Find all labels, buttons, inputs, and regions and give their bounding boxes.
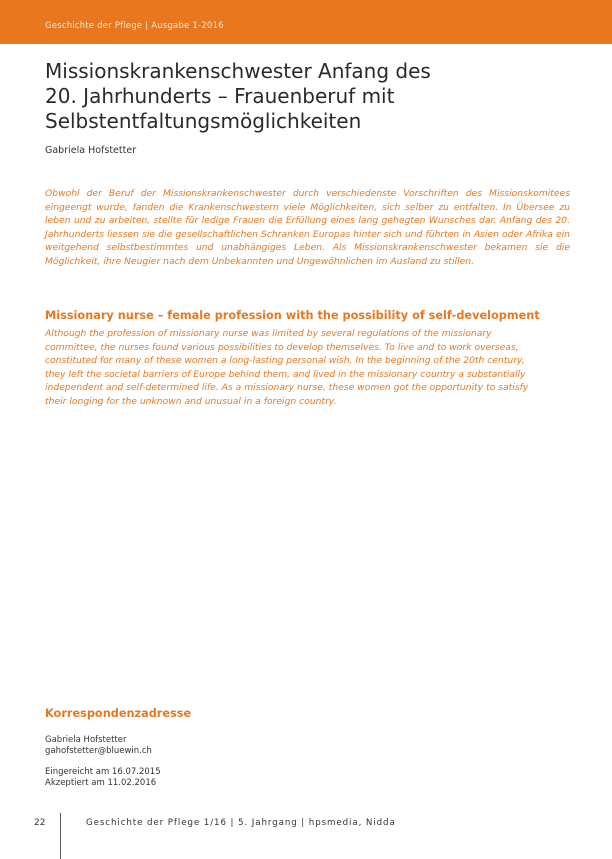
header-bar [0, 0, 612, 44]
running-title: Geschichte der Pflege | Ausgabe 1-2016 [45, 21, 224, 31]
title-line: Missionskrankenschwester Anfang des [45, 59, 431, 83]
footer-divider [60, 813, 61, 859]
correspondence-block [45, 735, 161, 789]
correspondence-name: Gabriela Hofstetter [45, 735, 127, 745]
footer-text: Geschichte der Pflege 1/16 | 5. Jahrgang | hpsmedia, Nidda [86, 818, 396, 828]
title-line: 20. Jahrhunderts – Frauenberuf mit [45, 84, 395, 108]
title-line: Selbstentfaltungsmöglichkeiten [45, 109, 362, 133]
accepted-date: Akzeptiert am 11.02.2016 [45, 778, 157, 788]
author-name: Gabriela Hofstetter [45, 145, 137, 156]
abstract-german: Obwohl der Beruf der Missionskrankenschwester durch verschiedenste Vorschriften des Missionskomitees eingeengt wurde, fanden die Krankenschwestern viele Möglichkeiten, sich selber zu entfalten. In Übersee zu leben und zu arbeiten, stellte für ledige Frauen die Erfüllung eines lang gehegten Wunsches dar. Anfang des 20. Jahrhunderts liessen sie die gesellschaftlichen Schranken Europas hinter sich und führten in Asien oder Afrika ein weitgehend selbstbestimmtes und unabhängiges Leben. Als Missionskrankenschwester bekamen sie die Möglichkeit, ihre Neugier nach dem Unbekannten und Ungewöhnlichen im Ausland zu stillen. [45, 188, 570, 267]
article-title [45, 59, 575, 134]
correspondence-heading: Korrespondenzadresse [45, 707, 192, 720]
submitted-date: Eingereicht am 16.07.2015 [45, 767, 161, 777]
page-number: 22 [34, 818, 46, 828]
correspondence-email: gahofstetter@bluewin.ch [45, 746, 152, 756]
english-title-heading: Missionary nurse – female profession with the possibility of self-development [45, 309, 540, 322]
abstract-english: Although the profession of missionary nurse was limited by several regulations of the missionary committee, the nurses found various possibilities to develop themselves. To live and to work overseas, constituted for many of these women a long-lasting personal wish. In the beginning of the 20th century, they left the societal barriers of Europe behind them, and lived in the missionary country a substantially independent and self-determined life. As a missionary nurse, these women got the opportunity to satisfy their longing for the unknown and unusual in a foreign country. [45, 328, 529, 407]
